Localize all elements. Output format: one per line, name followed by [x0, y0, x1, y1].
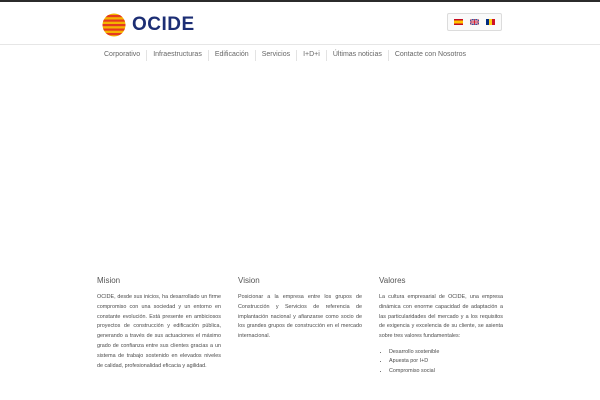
main-nav [98, 48, 472, 62]
site-logo[interactable] [102, 12, 195, 38]
valores-section [379, 276, 503, 376]
list-item: • Desarrollo sostenible [389, 348, 503, 357]
ocide-logo-icon [102, 13, 126, 37]
language-selector [447, 13, 502, 31]
vision-text: Posicionar a la empresa entre los grupos de Construcción y Servicios de referencia de implantación nacional y afianzarse como socio de los grandes grupos de construcción en el mercado internacional. [238, 294, 362, 340]
site-header [0, 2, 600, 45]
vision-section [238, 276, 362, 342]
nav-item-infraestructuras[interactable]: Infraestructuras [153, 51, 202, 58]
mision-title: Mision [97, 276, 121, 285]
nav-item-servicios[interactable]: Servicios [261, 51, 291, 58]
valores-list [379, 348, 503, 376]
nav-item-edificacion[interactable]: Edificación [214, 51, 249, 58]
mision-section [97, 276, 221, 371]
list-item: • Apuesta por I+D [389, 357, 503, 366]
vision-title: Vision [238, 276, 260, 285]
romania-flag-icon[interactable] [486, 19, 495, 25]
nav-item-ultimas-noticias[interactable]: Últimas noticias [332, 51, 382, 58]
brand-name: OCIDE [132, 14, 195, 35]
uk-flag-icon[interactable] [470, 19, 479, 25]
valores-text: La cultura empresarial de OCIDE, una empresa dinámica con enorme capacidad de adaptación a las particularidades del mercado y a los requisitos de exigencia y excelencia de su cliente, se asienta sobre tres valores fundamentales: [379, 294, 503, 340]
spain-flag-icon[interactable] [454, 19, 463, 25]
mision-text: OCIDE, desde sus inicios, ha desarrollado un firme compromiso con una sociedad y un entorno en constante evolución. Está presente en ambiciosos proyectos de construcción y edificación pública, generando a través de sus actuaciones el máximo grado de confianza entre sus clientes gracias a un sistema de trabajo sostenido en elevados niveles de calidad, profesionalidad eficacia y agilidad. [97, 294, 221, 369]
nav-item-idi[interactable]: I+D+i [303, 51, 320, 58]
list-item: • Compromiso social [389, 367, 503, 376]
nav-item-corporativo[interactable]: Corporativo [104, 51, 141, 58]
nav-item-contacte[interactable]: Contacte con Nosotros [394, 51, 467, 58]
valores-title: Valores [379, 276, 406, 285]
